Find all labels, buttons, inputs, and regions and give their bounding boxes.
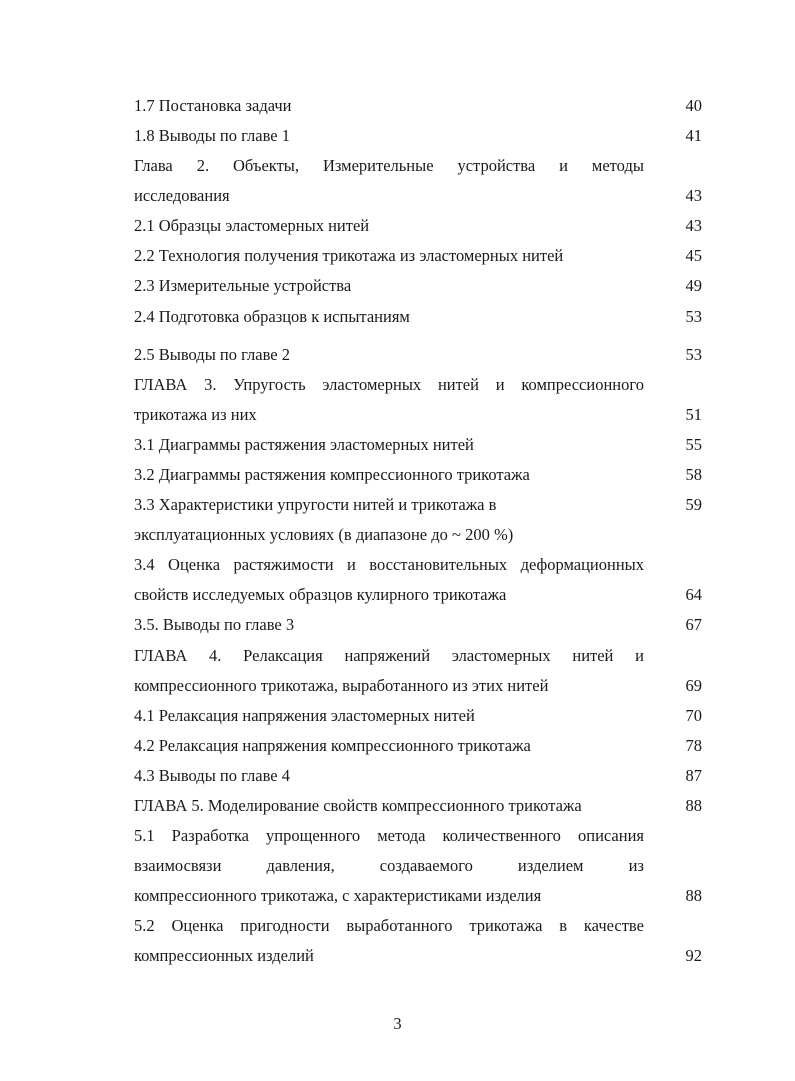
word: восстановительных <box>369 555 508 574</box>
toc-chapter-2-page: 43 <box>685 186 702 205</box>
toc-entry-4-1-title: 4.1 Релаксация напряжения эластомерных нитей <box>134 706 475 725</box>
toc-entry-3-5-page: 67 <box>685 615 702 634</box>
toc-entry-4-2-title: 4.2 Релаксация напряжения компрессионного трикотажа <box>134 736 531 755</box>
word: Разработка <box>171 826 249 845</box>
word: 4. <box>209 646 222 665</box>
word: растяжимости <box>233 555 334 574</box>
toc-entry-5-1-title-line2 <box>134 856 644 876</box>
word: методы <box>591 156 644 175</box>
toc-entry-3-4-title-line1 <box>134 555 644 575</box>
word: и <box>635 646 644 665</box>
toc-entry-2-3-title: 2.3 Измерительные устройства <box>134 276 352 295</box>
word: количественного <box>442 826 561 845</box>
word: 5.1 <box>134 826 155 845</box>
toc-chapter-4-page: 69 <box>685 676 702 695</box>
word: 3. <box>204 375 217 394</box>
word: Упругость <box>233 375 306 394</box>
word: эластомерных <box>451 646 551 665</box>
word: Глава <box>134 156 173 175</box>
toc-entry-5-2-page: 92 <box>685 946 702 965</box>
toc-entry-2-3-page: 49 <box>685 276 702 295</box>
word: метода <box>377 826 426 845</box>
word: ГЛАВА <box>134 375 188 394</box>
word: качестве <box>583 916 644 935</box>
word: деформационных <box>520 555 644 574</box>
toc-entry-4-3-title: 4.3 Выводы по главе 4 <box>134 766 290 785</box>
toc-entry-5-1-title-line3: компрессионного трикотажа, с характеристиками изделия <box>134 886 542 905</box>
toc-entry-4-3-page: 87 <box>685 766 702 785</box>
toc-entry-3-1-title: 3.1 Диаграммы растяжения эластомерных нитей <box>134 435 474 454</box>
toc-entry-5-1-title-line1 <box>134 826 644 846</box>
word: компрессионного <box>521 375 644 394</box>
word: взаимосвязи <box>134 856 222 875</box>
word: эластомерных <box>322 375 422 394</box>
word: Измерительные <box>322 156 434 175</box>
toc-chapter-2-title-line1 <box>134 156 644 176</box>
word: Оценка <box>171 916 224 935</box>
word: Объекты, <box>233 156 299 175</box>
toc-entry-3-3-title-line2: эксплуатационных условиях (в диапазоне до ~ 200 %) <box>134 525 514 544</box>
toc-entry-4-1-page: 70 <box>685 706 702 725</box>
toc-entry-2-5-title: 2.5 Выводы по главе 2 <box>134 345 290 364</box>
word: нитей <box>572 646 614 665</box>
toc-chapter-4-title-line2: компрессионного трикотажа, выработанного из этих нитей <box>134 676 549 695</box>
toc-chapter-4-title-line1 <box>134 646 644 666</box>
toc-entry-2-4-page: 53 <box>685 307 702 326</box>
word: Релаксация <box>243 646 323 665</box>
word: давления, <box>266 856 335 875</box>
toc-entry-2-1-title: 2.1 Образцы эластомерных нитей <box>134 216 370 235</box>
word: из <box>628 856 644 875</box>
toc-entry-3-4-page: 64 <box>685 585 702 604</box>
toc-entry-5-2-title-line1 <box>134 916 644 936</box>
word: пригодности <box>240 916 330 935</box>
toc-entry-1-7-page: 40 <box>685 96 702 115</box>
word: в <box>559 916 568 935</box>
toc-entry-2-4-title: 2.4 Подготовка образцов к испытаниям <box>134 307 410 326</box>
toc-entry-1-7-title: 1.7 Постановка задачи <box>134 96 292 115</box>
word: 5.2 <box>134 916 155 935</box>
word: и <box>347 555 356 574</box>
toc-entry-2-5-page: 53 <box>685 345 702 364</box>
toc-entry-1-8-page: 41 <box>685 126 702 145</box>
word: нитей <box>437 375 479 394</box>
word: напряжений <box>344 646 431 665</box>
toc-entry-3-1-page: 55 <box>685 435 702 454</box>
toc-entry-4-2-page: 78 <box>685 736 702 755</box>
toc-chapter-3-title-line1 <box>134 375 644 395</box>
toc-chapter-3-title-line2: трикотажа из них <box>134 405 257 424</box>
toc-entry-2-1-page: 43 <box>685 216 702 235</box>
toc-entry-5-2-title-line2: компрессионных изделий <box>134 946 314 965</box>
toc-chapter-3-page: 51 <box>685 405 702 424</box>
toc-entry-3-2-page: 58 <box>685 465 702 484</box>
toc-entry-2-2-page: 45 <box>685 246 702 265</box>
word: 3.4 <box>134 555 155 574</box>
toc-entry-2-2-title: 2.2 Технология получения трикотажа из эластомерных нитей <box>134 246 564 265</box>
word: трикотажа <box>469 916 543 935</box>
word: выработанного <box>346 916 453 935</box>
word: ГЛАВА <box>134 646 188 665</box>
word: упрощенного <box>266 826 361 845</box>
toc-chapter-2-title-line2: исследования <box>134 186 230 205</box>
toc-entry-3-3-title-line1: 3.3 Характеристики упругости нитей и трикотажа в <box>134 495 497 514</box>
word: создаваемого <box>379 856 473 875</box>
toc-entry-5-1-page: 88 <box>685 886 702 905</box>
word: 2. <box>196 156 210 175</box>
toc-entry-3-3-page: 59 <box>685 495 702 514</box>
toc-entry-3-2-title: 3.2 Диаграммы растяжения компрессионного трикотажа <box>134 465 530 484</box>
toc-chapter-5-page: 88 <box>685 796 702 815</box>
word: описания <box>577 826 644 845</box>
toc-chapter-5-title: ГЛАВА 5. Моделирование свойств компрессионного трикотажа <box>134 796 582 815</box>
word: и <box>495 375 505 394</box>
toc-entry-3-5-title: 3.5. Выводы по главе 3 <box>134 615 295 634</box>
word: устройства <box>457 156 536 175</box>
word: и <box>559 156 568 175</box>
toc-entry-3-4-title-line2: свойств исследуемых образцов кулирного трикотажа <box>134 585 507 604</box>
word: изделием <box>517 856 584 875</box>
word: Оценка <box>168 555 221 574</box>
toc-entry-1-8-title: 1.8 Выводы по главе 1 <box>134 126 290 145</box>
page-number: 3 <box>393 1014 402 1033</box>
